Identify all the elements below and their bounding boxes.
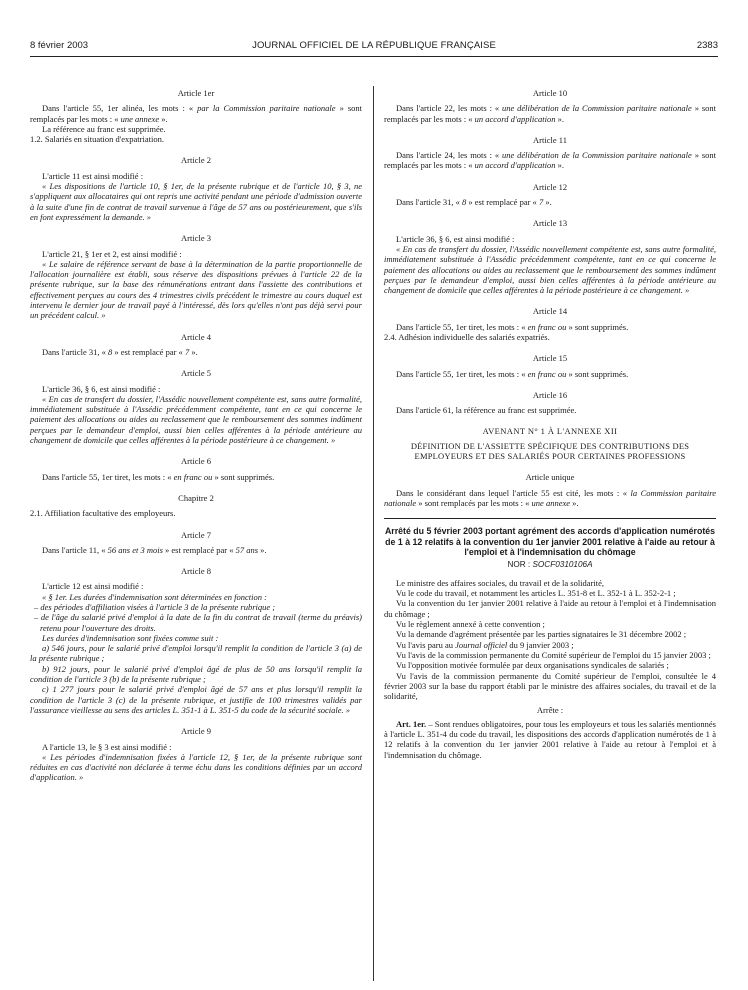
article-paragraph: L'article 36, § 6, est ainsi modifié : [396, 233, 515, 244]
article-paragraph: L'article 36, § 6, est ainsi modifié : [42, 383, 161, 394]
article-title: Article 15 [532, 353, 568, 364]
article-quote: « § 1er. Les durées d'indemnisation sont déterminées en fonction : [42, 591, 267, 602]
article-title: Article 16 [532, 389, 568, 400]
list-item: c) 1 277 jours pour le salarié privé d'emploi âgé de 57 ans et plus lorsqu'il remplit la condition de l'article 3 (c) de la présente rubrique, et justifie de 100 trimestres validés par l'assurance vieillesse au sens des articles L. 351-1 à L. 351-5 du code de la sécurité sociale. » [30, 684, 362, 715]
article-title: Article 6 [181, 456, 211, 467]
decree-title: Arrêté du 5 février 2003 portant agrément des accords d'application numérotés de 1 à 12 relatifs à la convention du 1er janvier 2001 relative à l'aide au retour à l'emploi et à l'indemnisation du chômage [384, 518, 716, 557]
right-column [384, 88, 716, 760]
article-quote: « Le salaire de référence servant de base à la détermination de la partie proportionnelle de l'allocation journalière est établi, sous réserve des dispositions prévues à l'article 22 de la présente rubrique, sur la base des rémunérations entrant dans l'assiette des contributions et effectivement perçues au cours des 4 trimestres civils précédent le trimestre au cours duquel est intervenu le dernier jour de travail payé à l'intéressé, dès lors qu'elles n'ont pas déjà servi pour un précédent calcul. » [30, 258, 362, 321]
article-title: Article 8 [181, 566, 211, 577]
decree-visa: Vu l'opposition motivée formulée par deux organisations syndicales de salariés ; [396, 660, 669, 671]
article-title: Article 9 [181, 726, 211, 737]
article-paragraph: Dans l'article 31, « 8 » est remplacé par « 7 ». [396, 197, 552, 208]
article-title: Article 1er [177, 88, 215, 98]
column-divider [373, 86, 374, 981]
article-paragraph: Dans l'article 55, 1er tiret, les mots : « en franc ou » sont supprimés. [396, 368, 629, 379]
article-title: Article unique [525, 472, 575, 483]
article-paragraph: Dans l'article 55, 1er alinéa, les mots : « par la Commission paritaire nationale » sont remplacés par les mots : « une annexe ». [30, 103, 362, 124]
article-paragraph: La référence au franc est supprimée. [42, 123, 166, 134]
chapter-heading: Chapitre 2 [178, 492, 214, 503]
article-paragraph: Dans l'article 55, 1er tiret, les mots : « en franc ou » sont supprimés. [42, 471, 275, 482]
section-heading: 2.4. Adhésion individuelle des salariés expatriés. [384, 332, 550, 343]
article-quote: « En cas de transfert du dossier, l'Assédic nouvellement compétente est, sans autre formalité, immédiatement substituée à l'Assédic précédemment compétente, tant en ce qui concerne le paiement des allocations ou aides au reclassement que le remboursement des sommes indûment perçues par le demandeur d'emploi, aussi bien celles afférentes à la période antérieure au changement de domicile que celles afférentes à la période postérieure à ce changement. » [30, 393, 362, 446]
left-column [30, 88, 362, 783]
section-heading: 2.1. Affiliation facultative des employeurs. [30, 508, 176, 519]
decree-article: Art. 1er. – Sont rendues obligatoires, pour tous les employeurs et tous les salariés mentionnés à l'article L. 351-4 du code du travail, les dispositions des accords d'application numérotés de 1 à 12 relatifs à la convention du 1er janvier 2001 relative à l'aide au retour à l'emploi et à l'indemnisation du chômage. [384, 718, 716, 760]
article-paragraph: L'article 21, § 1er et 2, est ainsi modifié : [42, 248, 182, 259]
section-heading: 1.2. Salariés en situation d'expatriation. [30, 134, 164, 145]
article-title: Article 14 [532, 306, 568, 317]
article-quote: « Les dispositions de l'article 10, § 1er, de la présente rubrique et de l'article 10, § 3, ne s'appliquent aux allocataires qui ont repris une activité pendant une période d'admission ouverte à la suite d'une fin de contrat de travail survenue à l'âge de 57 ans ou postérieurement, que s'ils en font expressément la demande. » [30, 181, 362, 222]
article-paragraph: L'article 11 est ainsi modifié : [42, 170, 144, 181]
article-paragraph: L'article 12 est ainsi modifié : [42, 581, 144, 592]
article-paragraph: Dans l'article 61, la référence au franc est supprimée. [396, 405, 577, 416]
article-title: Article 7 [181, 529, 211, 540]
page-header [30, 40, 718, 56]
article-paragraph: Dans l'article 55, 1er tiret, les mots : « en franc ou » sont supprimés. [396, 321, 629, 332]
article-paragraph: Dans l'article 24, les mots : « une délibération de la Commission paritaire nationale » sont remplacés par les mots : « un accord d'application ». [384, 150, 716, 171]
article-paragraph: Dans l'article 11, « 56 ans et 3 mois » est remplacé par « 57 ans ». [42, 544, 267, 555]
avenant-definition: DÉFINITION DE L'ASSIETTE SPÉCIFIQUE DES CONTRIBUTIONS DES EMPLOYEURS ET DES SALARIÉS POUR CERTAINES PROFESSIONS [410, 440, 690, 462]
decree-paragraph: Le ministre des affaires sociales, du travail et de la solidarité, [396, 577, 605, 588]
list-item: a) 546 jours, pour le salarié privé d'emploi lorsqu'il remplit la condition de l'article 3 (a) de la présente rubrique ; [30, 643, 362, 664]
decree-arrete-word: Arrête : [536, 705, 564, 716]
article-title: Article 11 [533, 134, 567, 145]
article-paragraph: Dans le considérant dans lequel l'article 55 est cité, les mots : « la Commission paritaire nationale » sont remplacés par les mots : « une annexe ». [384, 487, 716, 509]
header-date: 8 février 2003 [30, 40, 89, 51]
article-title: Article 4 [181, 331, 211, 342]
article-quote: « Les périodes d'indemnisation fixées à l'article 12, § 1er, de la présente rubrique sont réduites en cas d'activité non déclarée à terme échu dans les conditions définies par un accord d'application. » [30, 751, 362, 783]
list-item: – des périodes d'affiliation visées à l'article 3 de la présente rubrique ; [34, 601, 276, 612]
header-rule [30, 56, 718, 57]
avenant-heading: AVENANT N° 1 À L'ANNEXE XII [482, 425, 618, 436]
list-item: – de l'âge du salarié privé d'emploi à la date de la fin du contrat de travail (terme du préavis) retenu pour l'ouverture des droits. [34, 612, 362, 633]
article-title: Article 3 [181, 233, 211, 244]
decree-visa: Vu l'avis paru au Journal officiel du 9 janvier 2003 ; [396, 639, 574, 650]
article-title: Article 13 [532, 218, 568, 229]
nor-reference: NOR : SOCF0310106A [507, 559, 593, 569]
header-page-number: 2383 [696, 40, 718, 51]
decree-visa: Vu le règlement annexé à cette convention ; [396, 619, 545, 630]
article-title: Article 12 [532, 181, 568, 192]
article-quote: Les durées d'indemnisation sont fixées comme suit : [42, 632, 219, 643]
list-item: b) 912 jours, pour le salarié privé d'emploi âgé de plus de 50 ans lorsqu'il remplit la condition de l'article 3 (b) de la présente rubrique ; [30, 663, 362, 685]
article-title: Article 2 [181, 155, 211, 166]
decree-visa: Vu l'avis de la commission permanente du Comité supérieur de l'emploi du 15 janvier 2003 ; [396, 649, 711, 660]
decree-visa: Vu la demande d'agrément présentée par les parties signataires le 31 décembre 2002 ; [396, 629, 687, 640]
article-title: Article 5 [181, 368, 211, 379]
decree-visa: Vu le code du travail, et notamment les articles L. 351-8 et L. 352-1 à L. 352-2-1 ; [396, 588, 676, 599]
article-paragraph: A l'article 13, le § 3 est ainsi modifié : [42, 741, 172, 752]
article-paragraph: Dans l'article 22, les mots : « une délibération de la Commission paritaire nationale » sont remplacés par les mots : « un accord d'application ». [384, 103, 716, 124]
article-quote: « En cas de transfert du dossier, l'Assédic nouvellement compétente est, sans autre formalité, immédiatement substituée à l'Assédic précédemment compétente, tant en ce qui concerne le paiement des allocations ou aides au reclassement que le remboursement des sommes indûment perçues par le demandeur d'emploi, aussi bien celles afférentes à la période antérieure au changement de domicile que celles afférentes à la période postérieure à ce changement. » [384, 243, 716, 296]
decree-visa: Vu la convention du 1er janvier 2001 relative à l'aide au retour à l'emploi et à l'indemnisation du chômage ; [384, 598, 716, 619]
decree-visa: Vu l'avis de la commission permanente du Comité supérieur de l'emploi, consultée le 4 février 2003 sur la base du rapport établi par le ministre des affaires sociales, du travail et de la solidarité, [384, 670, 716, 702]
article-paragraph: Dans l'article 31, « 8 » est remplacé par « 7 ». [42, 346, 198, 357]
article-title: Article 10 [532, 88, 568, 98]
header-journal-title: JOURNAL OFFICIEL DE LA RÉPUBLIQUE FRANÇAISE [252, 40, 496, 51]
